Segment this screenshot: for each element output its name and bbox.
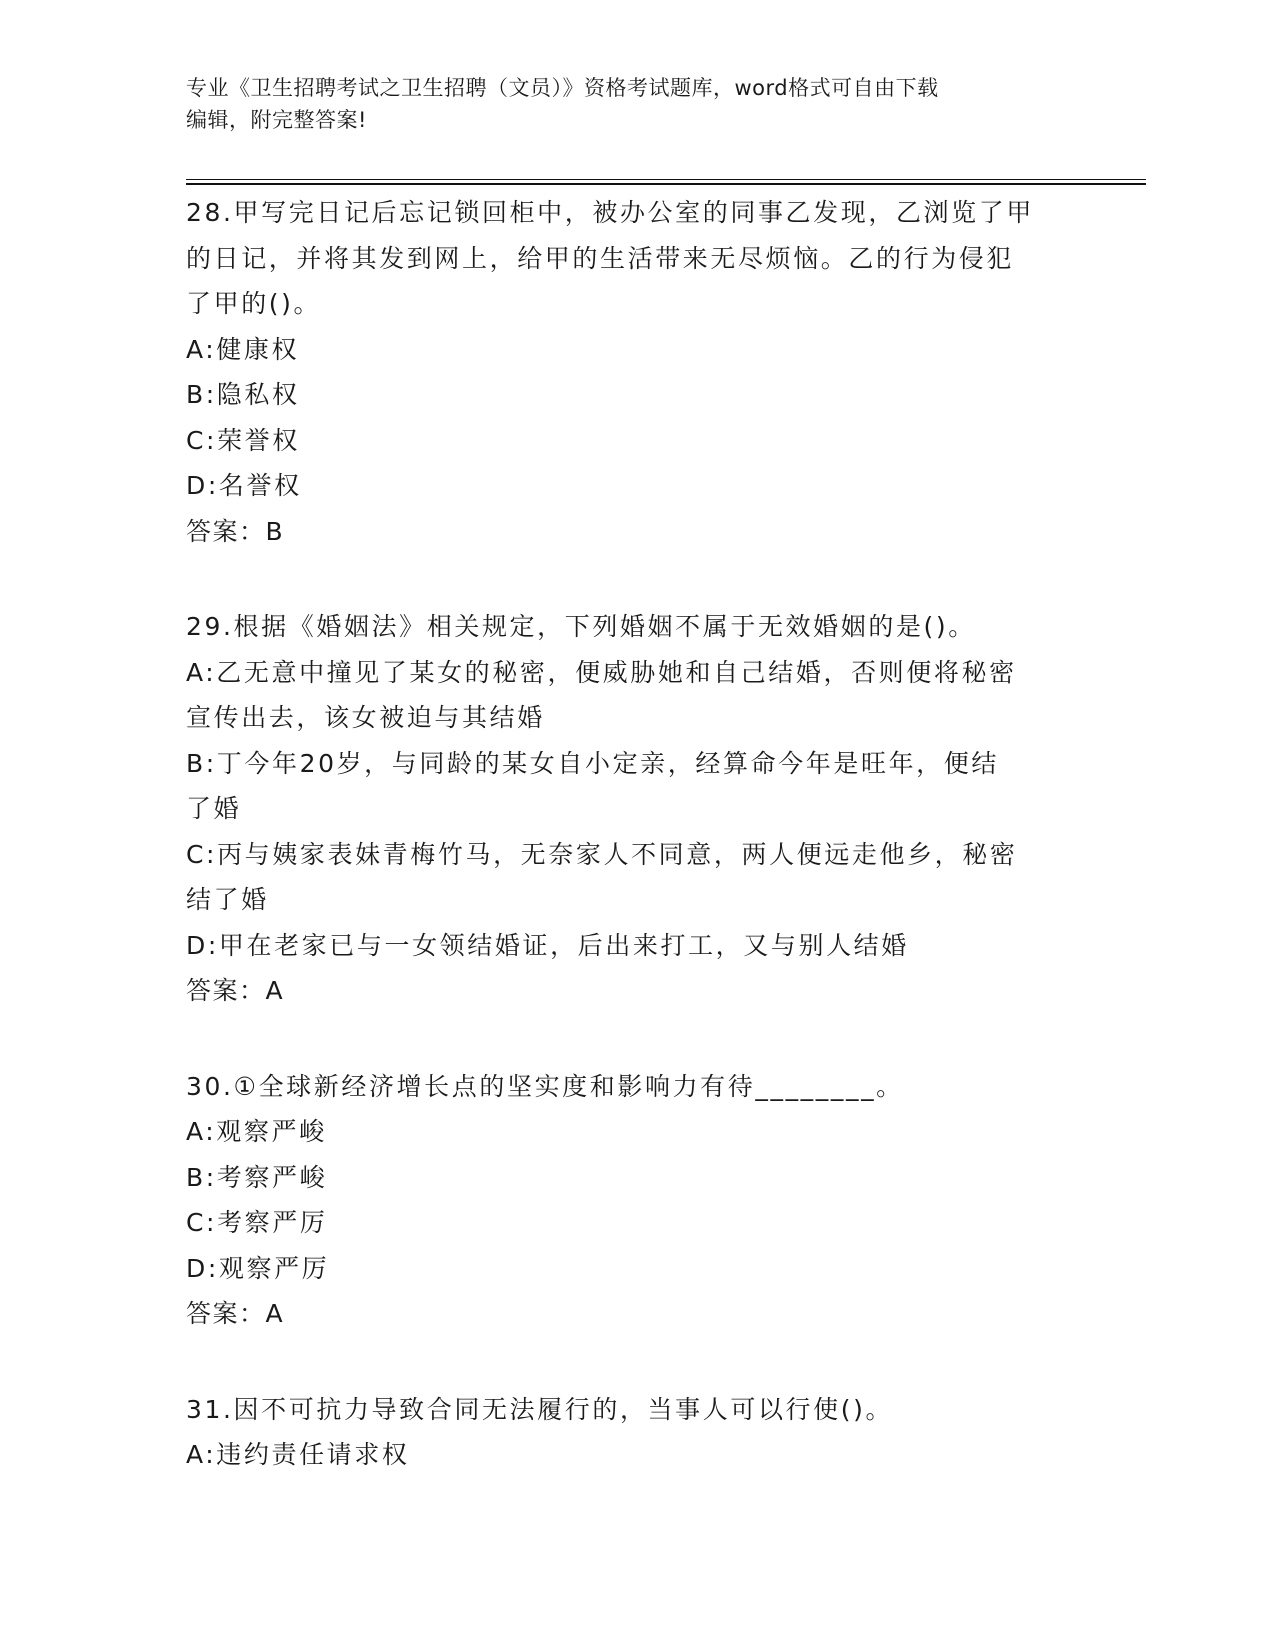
header-divider-thin — [186, 179, 1146, 180]
answer-option-line: D:观察严厉 — [186, 1253, 330, 1283]
answer-option-line: A:健康权 — [186, 334, 300, 364]
answer-option-line: B:丁今年20岁，与同龄的某女自小定亲，经算命今年是旺年，便结 — [186, 748, 999, 778]
answer-option-line: A:观察严峻 — [186, 1117, 327, 1146]
question-stem-line: 28.甲写完日记后忘记锁回柜中，被办公室的同事乙发现，乙浏览了甲 — [186, 198, 1034, 227]
answer-option-line: C:荣誉权 — [186, 425, 300, 455]
answer-option-line: A:违约责任请求权 — [186, 1440, 410, 1469]
question-stem-line: 30.①全球新经济增长点的坚实度和影响力有待________。 — [186, 1071, 904, 1101]
answer-option-line: C:丙与姨家表妹青梅竹马，无奈家人不同意，两人便远走他乡，秘密 — [186, 839, 1018, 869]
answer-option-line: C:考察严厉 — [186, 1208, 328, 1237]
answer-option-line: 结了婚 — [186, 885, 269, 914]
question-stem-line: 29.根据《婚姻法》相关规定，下列婚姻不属于无效婚姻的是()。 — [186, 612, 976, 641]
document-header — [186, 72, 1066, 136]
header-line-1: 专业《卫生招聘考试之卫生招聘（文员）》资格考试题库，word格式可自由下载 — [186, 76, 939, 100]
answer-option-line: B:考察严峻 — [186, 1162, 328, 1192]
answer-key: 答案：B — [186, 516, 285, 546]
answer-option-line: 宣传出去，该女被迫与其结婚 — [186, 703, 545, 732]
answer-key: 答案：A — [186, 1299, 285, 1328]
question-block — [186, 190, 1066, 554]
answer-option-line: 了婚 — [186, 794, 242, 823]
question-stem-line: 的日记，并将其发到网上，给甲的生活带来无尽烦恼。乙的行为侵犯 — [186, 243, 1015, 273]
answer-option-line: D:名誉权 — [186, 471, 302, 500]
header-line-2: 编辑，附完整答案! — [186, 108, 367, 132]
question-block — [186, 1387, 1066, 1478]
answer-key: 答案：A — [186, 976, 285, 1005]
question-stem-line: 31.因不可抗力导致合同无法履行的，当事人可以行使()。 — [186, 1394, 894, 1424]
header-divider-thick — [186, 183, 1146, 185]
question-block — [186, 1064, 1066, 1337]
answer-option-line: B:隐私权 — [186, 380, 300, 409]
answer-option-line: A:乙无意中撞见了某女的秘密，便威胁她和自己结婚，否则便将秘密 — [186, 657, 1017, 687]
answer-option-line: D:甲在老家已与一女领结婚证，后出来打工，又与别人结婚 — [186, 930, 909, 960]
question-block — [186, 604, 1066, 1014]
question-stem-line: 了甲的()。 — [186, 289, 322, 318]
question-list — [186, 190, 1066, 1528]
